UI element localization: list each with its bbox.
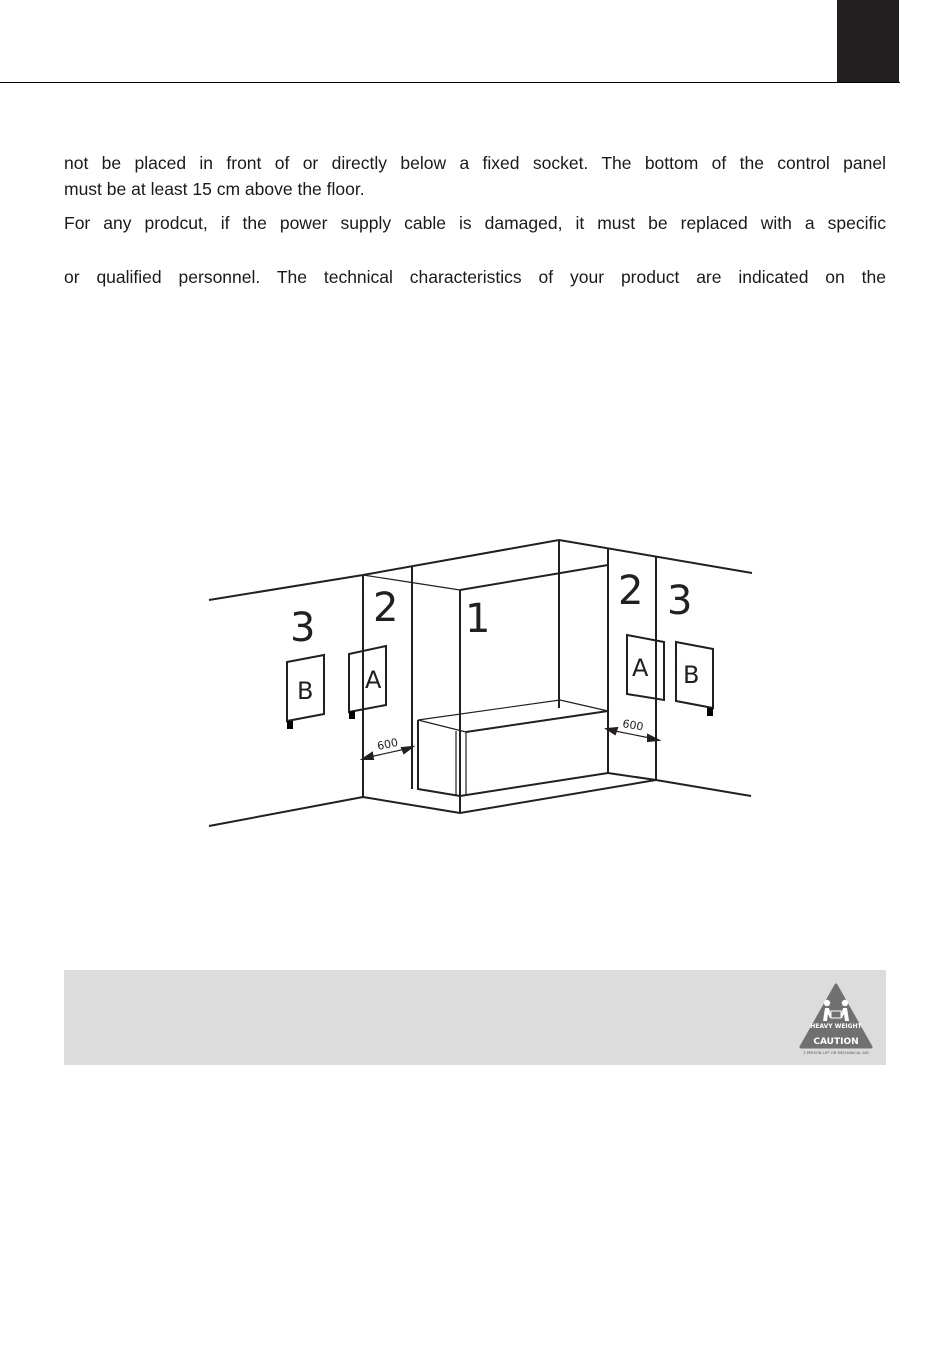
person-head-icon (842, 1000, 848, 1006)
left-wall-floor-edge (209, 797, 363, 826)
zone-2-left-outline (363, 575, 460, 813)
dimension-label-left: 600 (375, 735, 400, 753)
appliance-box-right-b-label: B (683, 661, 700, 689)
left-wall-top-edge (209, 575, 363, 600)
paragraph-line: not be placed in front of or directly below a fixed socket. The bottom of the control panel (64, 153, 886, 173)
right-wall-top-edge (559, 540, 752, 573)
appliance-box-right-b-foot (707, 708, 713, 716)
dimension-label-right: 600 (621, 717, 645, 734)
heavy-weight-caution-icon (798, 983, 874, 1059)
appliance-box-left-a (349, 646, 386, 712)
arrowhead (648, 735, 658, 741)
bathtub-left-side (418, 720, 460, 796)
zone-1-top-left (363, 575, 460, 590)
arrowhead (607, 728, 617, 734)
appliance-box-right-a-label: A (632, 654, 649, 682)
appliance-box-left-b-foot (287, 721, 293, 729)
zone-label-center-1: 1 (465, 596, 491, 642)
person-head-icon (824, 1000, 830, 1006)
caution-fine-print: 2 PERSON LIFT OR MECHANICAL AID (803, 1051, 869, 1055)
appliance-box-right-b (676, 642, 713, 708)
header-rule (0, 82, 900, 83)
appliance-box-left-a-label: A (365, 666, 382, 694)
zone-2-right-floor-side (608, 773, 656, 780)
paragraph-power-cable: For any prodcut, if the power supply cable is damaged, it must be replaced with a specific (64, 213, 886, 233)
appliance-box-right-a (627, 635, 664, 700)
bathtub-top (418, 700, 608, 732)
appliance-box-left-b (287, 655, 324, 721)
note-box (64, 970, 886, 1065)
appliance-box-left-b-label: B (297, 677, 314, 705)
caution-heavy-weight-text: HEAVY WEIGHT (810, 1023, 862, 1030)
arrowhead (402, 747, 412, 753)
zone-label-right-3: 3 (667, 578, 693, 624)
dimension-arrow-right (610, 730, 655, 739)
appliance-box-left-a-foot (349, 711, 355, 719)
zone-1-top-front (460, 565, 608, 590)
zone-label-left-2: 2 (373, 585, 399, 631)
arrowhead (363, 753, 373, 759)
caution-word-text: CAUTION (813, 1037, 859, 1047)
back-wall-top-edge (363, 540, 559, 575)
paragraph-socket-placement (64, 150, 886, 202)
dimension-arrow-left (365, 748, 410, 758)
box-icon (831, 1011, 841, 1018)
bathtub-front-bottom (460, 773, 608, 796)
paragraph-line: must be at least 15 cm above the floor. (64, 179, 365, 199)
zone-2-right-floor (460, 780, 656, 813)
zone-label-right-2: 2 (618, 568, 644, 614)
zone-label-left-3: 3 (290, 605, 316, 651)
page-corner-tab (837, 0, 899, 82)
paragraph-technical-characteristics: or qualified personnel. The technical characteristics of your product are indicated on the (64, 267, 886, 287)
right-wall-floor-edge (656, 780, 751, 796)
bathtub-front-top (466, 711, 608, 732)
